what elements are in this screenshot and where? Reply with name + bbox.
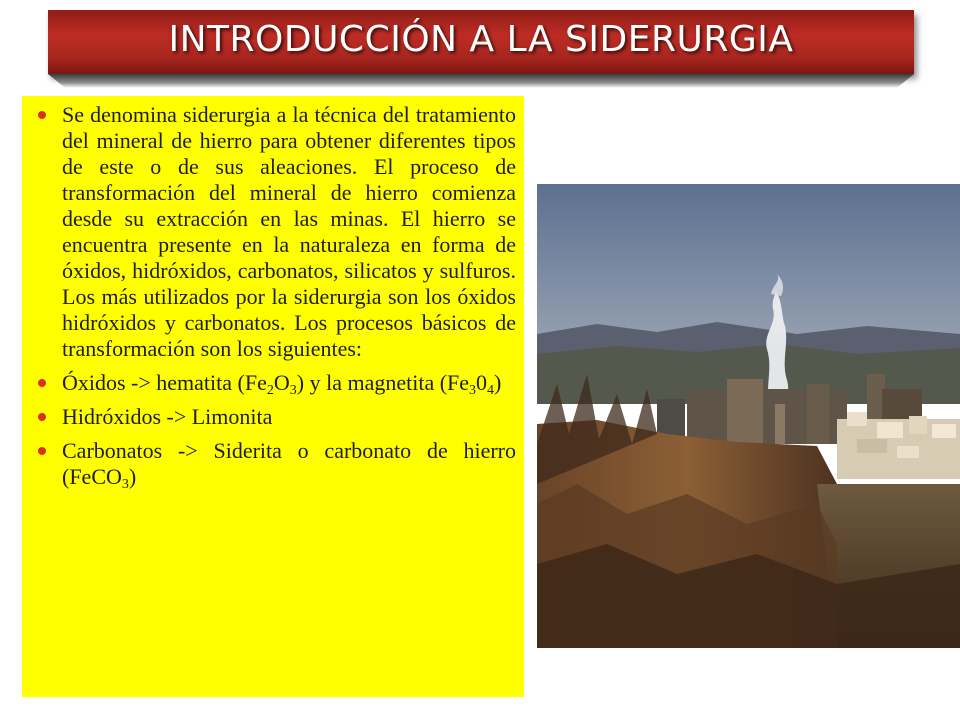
text-panel	[22, 96, 524, 697]
bullet-text: Hidróxidos -> Limonita	[62, 404, 273, 429]
slide-title: INTRODUCCIÓN A LA SIDERURGIA	[168, 18, 794, 60]
photo-illustration	[537, 184, 960, 648]
bullet-item-carbonatos	[36, 438, 516, 490]
bullet-item-hidroxidos	[36, 404, 516, 430]
bullet-icon	[38, 111, 46, 119]
bullet-item-intro	[36, 102, 516, 362]
bullet-list	[36, 102, 516, 490]
steelworks-landscape-photo	[537, 184, 960, 648]
bullet-icon	[38, 379, 46, 387]
bullet-icon	[38, 447, 46, 455]
title-bar	[48, 10, 914, 74]
bullet-text-oxidos: Óxidos -> hematita $(Fe_2O_3)$ y la magnetita $(Fe_30_4)$	[62, 370, 502, 398]
bullet-item-oxidos	[36, 370, 516, 396]
bullet-icon	[38, 413, 46, 421]
bullet-text: Se denomina siderurgia a la técnica del tratamiento del mineral de hierro para obtener diferentes tipos de este o de sus aleaciones. El proceso de transformación del mineral de hierro comienza desde su extracción en las minas. El hierro se encuentra presente en la naturaleza en forma de óxidos, hidróxidos, carbonatos, silicatos y sulfuros. Los más utilizados por la siderurgia son los óxidos hidróxidos y carbonatos. Los procesos básicos de transformación son los siguientes:	[62, 102, 516, 361]
bullet-text-carbonatos: Carbonatos -> Siderita o carbonato de hierro (FeCO$_3$)	[62, 438, 516, 492]
